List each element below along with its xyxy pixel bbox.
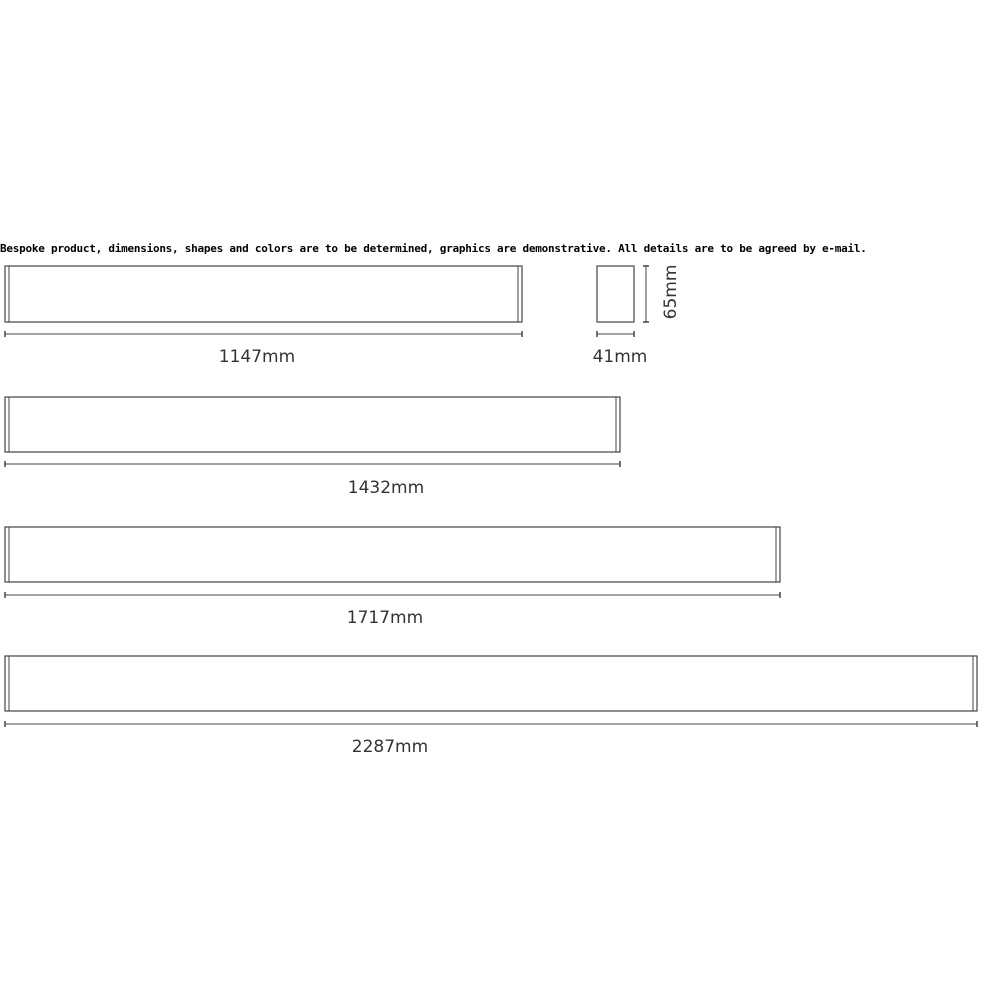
profile-2287	[5, 656, 977, 757]
profile-body	[5, 527, 780, 582]
cross-section	[593, 265, 681, 367]
height-label: 65mm	[661, 264, 681, 320]
profile-body	[5, 397, 620, 452]
length-label: 1717mm	[346, 608, 424, 628]
width-label: 41mm	[592, 347, 648, 367]
profile-1432	[5, 397, 620, 498]
length-label: 1432mm	[347, 478, 425, 498]
profile-body	[5, 266, 522, 322]
length-label: 2287mm	[351, 737, 429, 757]
profile-body	[5, 656, 977, 711]
profile-1147	[5, 266, 522, 367]
disclaimer-note: Bespoke product, dimensions, shapes and colors are to be determined, graphics are demonstrative. All details are to be agreed by e-mail.	[0, 242, 867, 255]
profile-1717	[5, 527, 780, 628]
cross-section-body	[597, 266, 634, 322]
length-label: 1147mm	[218, 347, 296, 367]
